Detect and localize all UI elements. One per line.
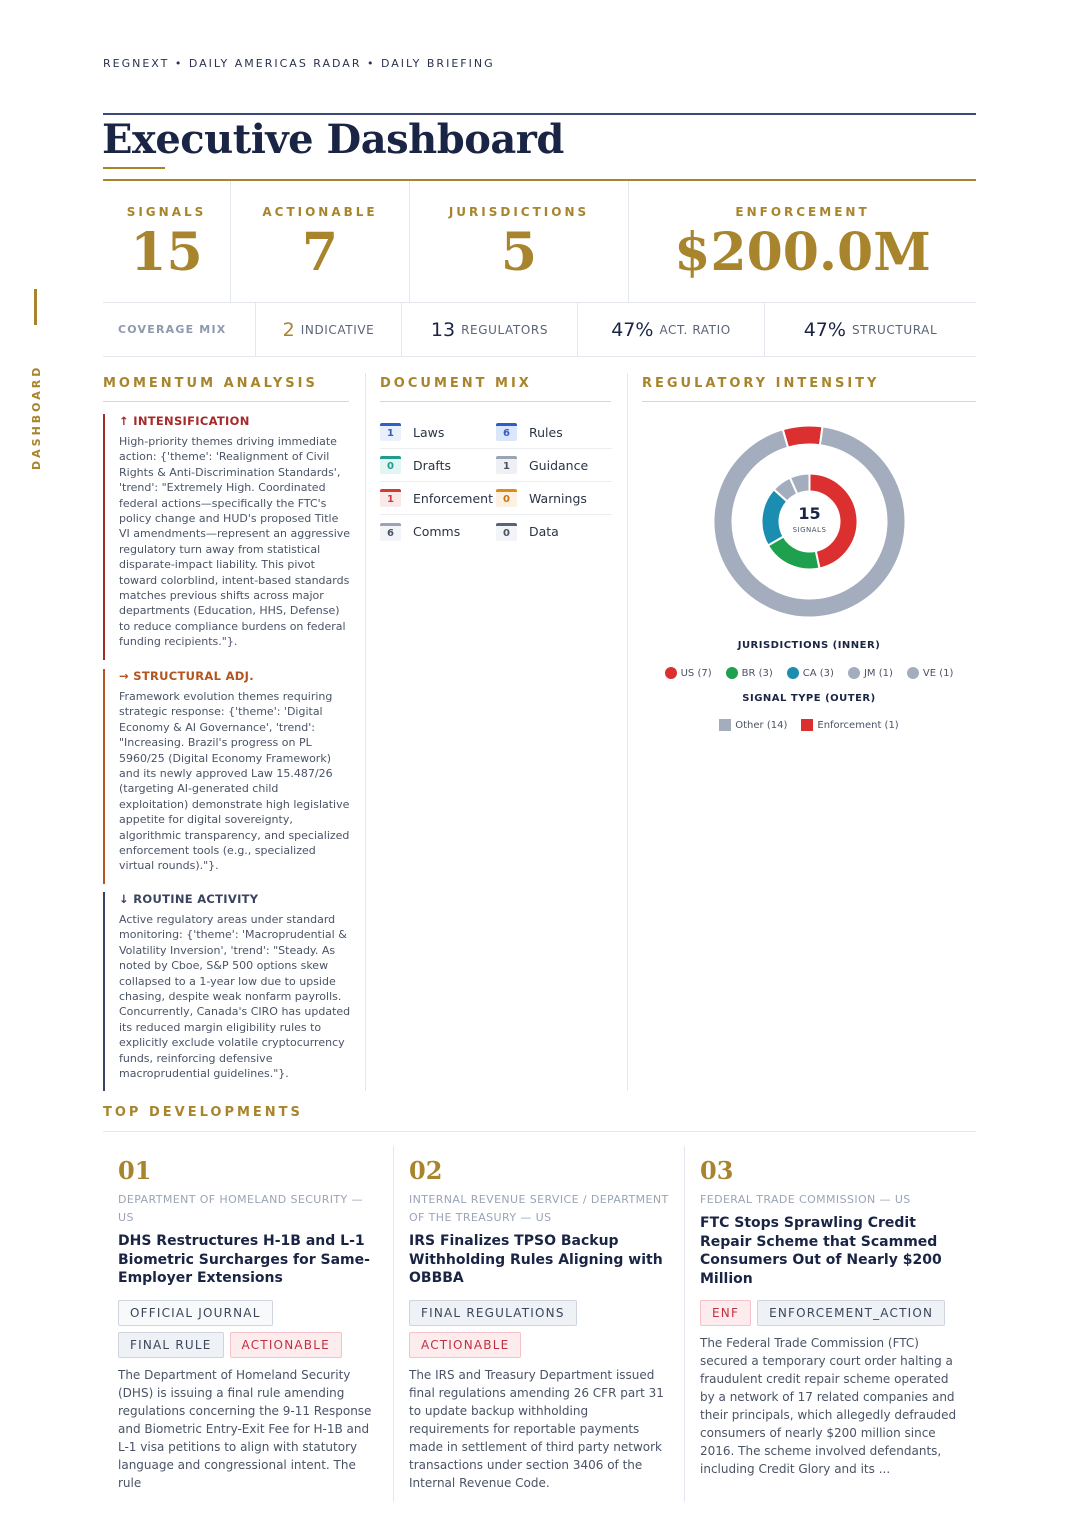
momentum-body: Active regulatory areas under standard monitoring: {'theme': 'Macroprudential & Volatility Inversion', 'trend': "Steady. As noted by Cboe, S&P 500 options skew collapsed to a 1-year low due to upside chasing, despite weak nonfarm payrolls. Concurrently, Canada's CIRO has updated its reduced margin eligibility rules to explicitly exclude volatile cryptocurrency funds, reinforcing defensive macroprudential guidelines."}. [119, 913, 351, 1081]
side-label: DASHBOARD [30, 364, 43, 470]
docmix-row [380, 416, 612, 449]
docmix-rule [380, 401, 611, 402]
momentum-body: Framework evolution themes requiring strategic response: {'theme': 'Digital Economy & AI Governance', 'trend': "Increasing. Brazil's progress on PL 5960/25 (Digital Economy Framework) and its newly approved Law 15.487/26 (targeting AI-generated child exploitation) demonstrate high legislative appetite for digital sovereignty, algorithmic transparency, and specialized enforcement tools (e.g., specialized virtual rounds)."}. [119, 690, 350, 873]
inner-legend [642, 667, 976, 679]
docmix-item [496, 523, 612, 541]
donut-center-value: 15 [798, 504, 821, 523]
docmix-row [380, 515, 612, 548]
coverage-number: 13 [430, 318, 456, 341]
kpi-label: SIGNALS [126, 205, 207, 219]
momentum-heading: MOMENTUM ANALYSIS [103, 376, 318, 391]
development-card [685, 1146, 976, 1502]
outer-slice-enforcement [783, 426, 823, 448]
page-title: Executive Dashboard [102, 116, 564, 163]
docmix-item [380, 489, 496, 507]
docmix-name: Comms [413, 524, 461, 539]
legend-label: Enforcement (1) [817, 719, 899, 731]
legend-swatch [801, 719, 813, 731]
development-number: 03 [700, 1156, 734, 1185]
legend-swatch [665, 667, 677, 679]
momentum-head: → STRUCTURAL ADJ. [119, 669, 254, 683]
legend-label: Other (14) [735, 719, 788, 731]
docmix-name: Laws [413, 424, 445, 440]
coverage-text: INDICATIVE [300, 322, 375, 337]
docmix-name: Data [529, 524, 559, 539]
docmix-count-badge: 0 [496, 489, 517, 507]
docmix-count-badge: 1 [380, 489, 401, 507]
top-developments-rule [103, 1131, 976, 1132]
tag-badge: ACTIONABLE [230, 1332, 342, 1358]
docmix-count-badge: 0 [380, 456, 401, 474]
docmix-item [380, 456, 496, 474]
column-divider [365, 373, 366, 1091]
docmix-item [496, 456, 612, 474]
coverage-mix-row [103, 303, 976, 357]
momentum-routine [103, 892, 351, 1091]
tag-badge: FINAL REGULATIONS [409, 1300, 577, 1326]
kpi-label: ENFORCEMENT [735, 205, 870, 219]
coverage-act-ratio [578, 303, 765, 356]
development-number: 01 [118, 1156, 152, 1185]
development-summary: The IRS and Treasury Department issued final regulations amending 26 CFR part 31 to update backup withholding requirements for reportable payments made in settlement of third party network transactions under section 3406 of the Internal Revenue Code. [409, 1367, 664, 1490]
kpi-actionable [231, 181, 410, 302]
donut-center-label: SIGNALS [792, 526, 827, 534]
coverage-number: 2 [282, 318, 295, 341]
legend-label: CA (3) [802, 667, 834, 679]
development-tags [118, 1300, 378, 1358]
docmix-name: Warnings [529, 490, 587, 506]
sidebar-accent [34, 289, 37, 325]
coverage-number: 47% [611, 318, 654, 341]
legend-swatch [848, 667, 860, 679]
docmix-name: Drafts [413, 457, 452, 473]
momentum-structural [103, 669, 351, 884]
kpi-label: ACTIONABLE [262, 205, 378, 219]
development-card [394, 1146, 685, 1502]
legend-label: JM (1) [863, 667, 893, 679]
docmix-name: Rules [529, 424, 563, 440]
coverage-regulators [402, 303, 578, 356]
top-rule [103, 113, 976, 115]
development-title: FTC Stops Sprawling Credit Repair Scheme that Scammed Consumers Out of Nearly $200 Million [700, 1215, 942, 1287]
legend-swatch [719, 719, 731, 731]
momentum-rule [103, 401, 349, 402]
document-mix-grid [380, 416, 612, 548]
development-title: IRS Finalizes TPSO Backup Withholding Rules Aligning with OBBBA [409, 1233, 663, 1286]
development-tags [409, 1300, 669, 1358]
coverage-label: COVERAGE MIX [103, 303, 256, 356]
development-number: 02 [409, 1156, 443, 1185]
kpi-value: 7 [301, 222, 339, 283]
docmix-name: Guidance [529, 457, 589, 473]
docmix-row [380, 449, 612, 482]
docmix-heading: DOCUMENT MIX [380, 376, 532, 391]
inner-legend-item [726, 667, 773, 679]
kpi-row [103, 181, 976, 303]
coverage-indicative [256, 303, 402, 356]
tag-badge: ENFORCEMENT_ACTION [757, 1300, 945, 1326]
kpi-value: 5 [500, 222, 538, 283]
momentum-head: ↓ ROUTINE ACTIVITY [119, 892, 259, 906]
coverage-text: REGULATORS [461, 322, 549, 337]
legend-swatch [907, 667, 919, 679]
docmix-item [496, 423, 612, 441]
coverage-text: STRUCTURAL [851, 322, 938, 337]
inner-legend-item [665, 667, 712, 679]
docmix-item [380, 523, 496, 541]
top-developments-heading: TOP DEVELOPMENTS [103, 1105, 303, 1120]
tag-badge: FINAL RULE [118, 1332, 224, 1358]
legend-label: BR (3) [741, 667, 773, 679]
kpi-label: JURISDICTIONS [448, 205, 590, 219]
coverage-structural [765, 303, 976, 356]
docmix-item [380, 423, 496, 441]
kpi-jurisdictions [410, 181, 629, 302]
tag-badge: ACTIONABLE [409, 1332, 521, 1358]
development-tags [700, 1300, 961, 1326]
legend-swatch [726, 667, 738, 679]
development-source: DEPARTMENT OF HOMELAND SECURITY — US [118, 1193, 363, 1224]
momentum-body: High-priority themes driving immediate action: {'theme': 'Realignment of Civil Rights & Anti-Discrimination Standards', 'trend': "Extremely High. Coordinated federal actions—specifically the FTC's policy change and HUD's proposed Title VI amendments—represent an aggressive regulatory turn away from statistical disparate-impact liability. This pivot toward colorblind, intent-based standards matches previous shifts across major departments (Education, HHS, Defense) to reduce compliance burdens on federal funding recipients."}. [119, 435, 351, 649]
inner-legend-item [907, 667, 954, 679]
tag-badge: ENF [700, 1300, 751, 1326]
kpi-value: $200.0M [674, 222, 931, 283]
intensity-donut-chart [713, 425, 906, 618]
outer-legend-item [719, 719, 787, 731]
docmix-count-badge: 1 [380, 423, 401, 441]
docmix-count-badge: 0 [496, 523, 517, 541]
momentum-intensification [103, 414, 351, 660]
legend-label: US (7) [680, 667, 712, 679]
intensity-rule [642, 401, 976, 402]
kpi-enforcement [629, 181, 976, 302]
development-summary: The Federal Trade Commission (FTC) secured a temporary court order halting a fraudulent credit repair scheme operated by a network of 17 related companies and their principals, which allegedly defrauded consumers of nearly $200 million since 2016. The scheme involved defendants, including Credit Glory and its ... [700, 1336, 957, 1476]
outer-legend-item [801, 719, 898, 731]
development-summary: The Department of Homeland Security (DHS) is issuing a final rule amending regulations concerning the 9-11 Response and Biometric Entry-Exit Fee for H-1B and L-1 visa petitions to align with statutory language and congressional intent. The rule [118, 1367, 372, 1490]
legend-label: VE (1) [922, 667, 954, 679]
docmix-row [380, 482, 612, 515]
inner-legend-item [848, 667, 893, 679]
coverage-text: ACT. RATIO [659, 322, 731, 337]
kpi-signals [103, 181, 231, 302]
inner-legend-title: JURISDICTIONS (INNER) [737, 640, 881, 651]
docmix-name: Enforcement [413, 490, 493, 506]
legend-swatch [787, 667, 799, 679]
docmix-item [496, 489, 612, 507]
inner-legend-item [787, 667, 834, 679]
column-divider [627, 373, 628, 1091]
development-card [103, 1146, 394, 1502]
outer-legend [642, 719, 976, 731]
breadcrumb: REGNEXT • DAILY AMERICAS RADAR • DAILY BRIEFING [103, 57, 495, 70]
development-source: INTERNAL REVENUE SERVICE / DEPARTMENT OF THE TREASURY — US [409, 1193, 669, 1224]
title-underline [103, 167, 165, 169]
docmix-count-badge: 1 [496, 456, 517, 474]
development-source: FEDERAL TRADE COMMISSION — US [700, 1193, 911, 1206]
docmix-count-badge: 6 [380, 523, 401, 541]
development-title: DHS Restructures H-1B and L-1 Biometric Surcharges for Same-Employer Extensions [118, 1233, 370, 1286]
coverage-number: 47% [803, 318, 846, 341]
developments-list [103, 1146, 976, 1502]
momentum-head: ↑ INTENSIFICATION [119, 414, 250, 428]
tag-badge: OFFICIAL JOURNAL [118, 1300, 273, 1326]
intensity-heading: REGULATORY INTENSITY [642, 376, 880, 391]
kpi-value: 15 [130, 222, 203, 283]
docmix-count-badge: 6 [496, 423, 517, 441]
outer-legend-title: SIGNAL TYPE (OUTER) [742, 693, 876, 704]
